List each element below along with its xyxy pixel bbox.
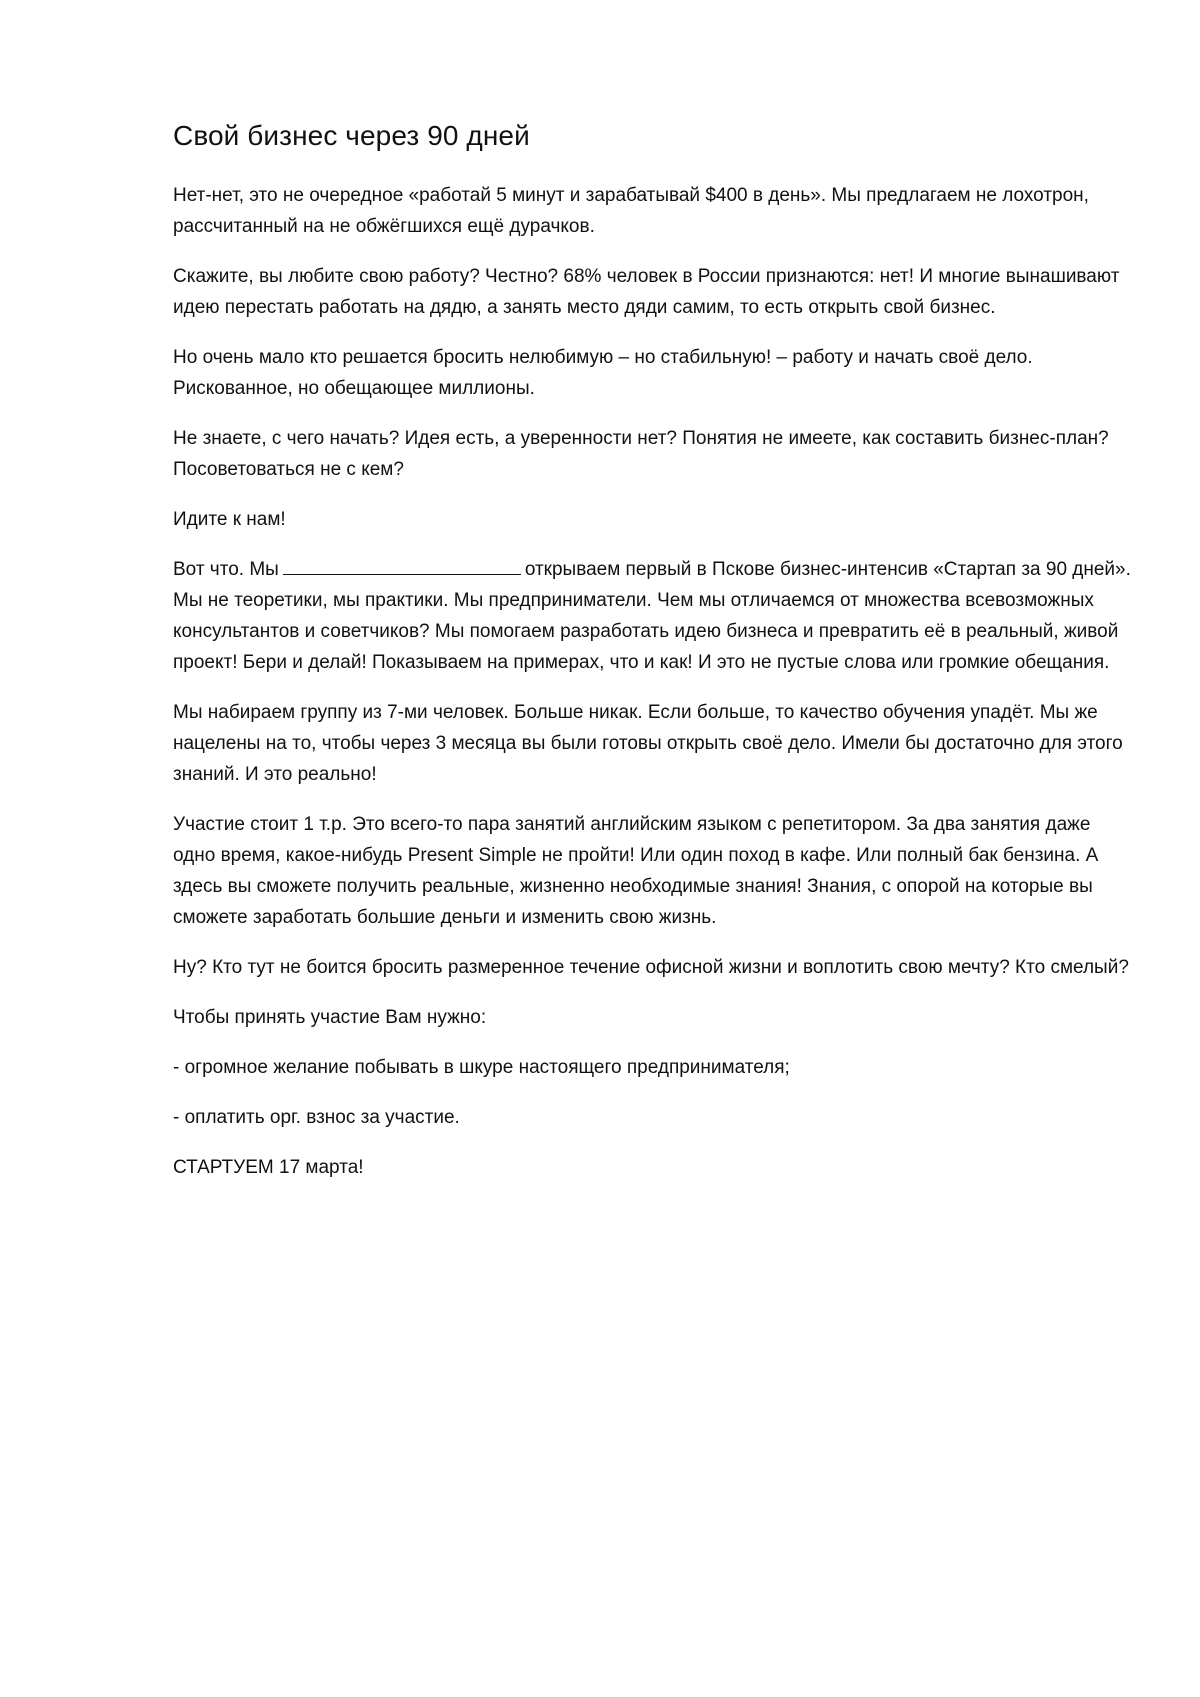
paragraph-invite: Идите к нам! xyxy=(173,509,286,530)
list-item: - огромное желание побывать в шкуре настоящего предпринимателя; xyxy=(173,1057,790,1078)
announcement-lead: Вот что. Мы xyxy=(173,559,279,580)
paragraph-requirements-heading: Чтобы принять участие Вам нужно: xyxy=(173,1007,487,1028)
announcement-body: открываем первый в Пскове бизнес-интенсив «Стартап за 90 дней». Мы не теоретики, мы практики. Мы предприниматели. Чем мы отличаемся от множества всевозможных консультантов и советчиков? Мы помогаем разработать идею бизнеса и превратить её в реальный, живой проект! Бери и делай! Показываем на примерах, что и как! И это не пустые слова или громкие обещания. xyxy=(173,559,1131,673)
paragraph-price: Участие стоит 1 т.р. Это всего-то пара занятий английским языком с репетитором. За два занятия даже одно время, какое-нибудь Present Simple не пройти! Или один поход в кафе. Или полный бак бензина. А здесь вы сможете получить реальные, жизненно необходимые знания! Знания, с опорой на которые вы сможете заработать большие деньги и изменить свою жизнь. xyxy=(173,814,1099,928)
list-item: - оплатить орг. взнос за участие. xyxy=(173,1107,460,1128)
document-page xyxy=(173,118,1131,1202)
paragraph-announcement xyxy=(173,554,1131,678)
paragraph-challenge: Ну? Кто тут не боится бросить размеренное течение офисной жизни и воплотить свою мечту? Кто смелый? xyxy=(173,957,1129,978)
paragraph-doubts: Не знаете, с чего начать? Идея есть, а уверенности нет? Понятия не имеете, как составить бизнес-план? Посоветоваться не с кем? xyxy=(173,428,1109,480)
fill-in-blank xyxy=(283,556,521,575)
paragraph-intro: Нет-нет, это не очередное «работай 5 минут и зарабатывай $400 в день». Мы предлагаем не лохотрон, рассчитанный на не обжёгшихся ещё дурачков. xyxy=(173,185,1089,237)
paragraph-start-date: СТАРТУЕМ 17 марта! xyxy=(173,1157,364,1178)
paragraph-question: Скажите, вы любите свою работу? Честно? 68% человек в России признаются: нет! И многие вынашивают идею перестать работать на дядю, а занять место дяди самим, то есть открыть свой бизнес. xyxy=(173,266,1120,318)
paragraph-group: Мы набираем группу из 7-ми человек. Больше никак. Если больше, то качество обучения упадёт. Мы же нацелены на то, чтобы через 3 месяца вы были готовы открыть своё дело. Имели бы достаточно для этого знаний. И это реально! xyxy=(173,702,1123,785)
paragraph-risk: Но очень мало кто решается бросить нелюбимую – но стабильную! – работу и начать своё дело. Рискованное, но обещающее миллионы. xyxy=(173,347,1033,399)
page-title: Свой бизнес через 90 дней xyxy=(173,120,530,151)
